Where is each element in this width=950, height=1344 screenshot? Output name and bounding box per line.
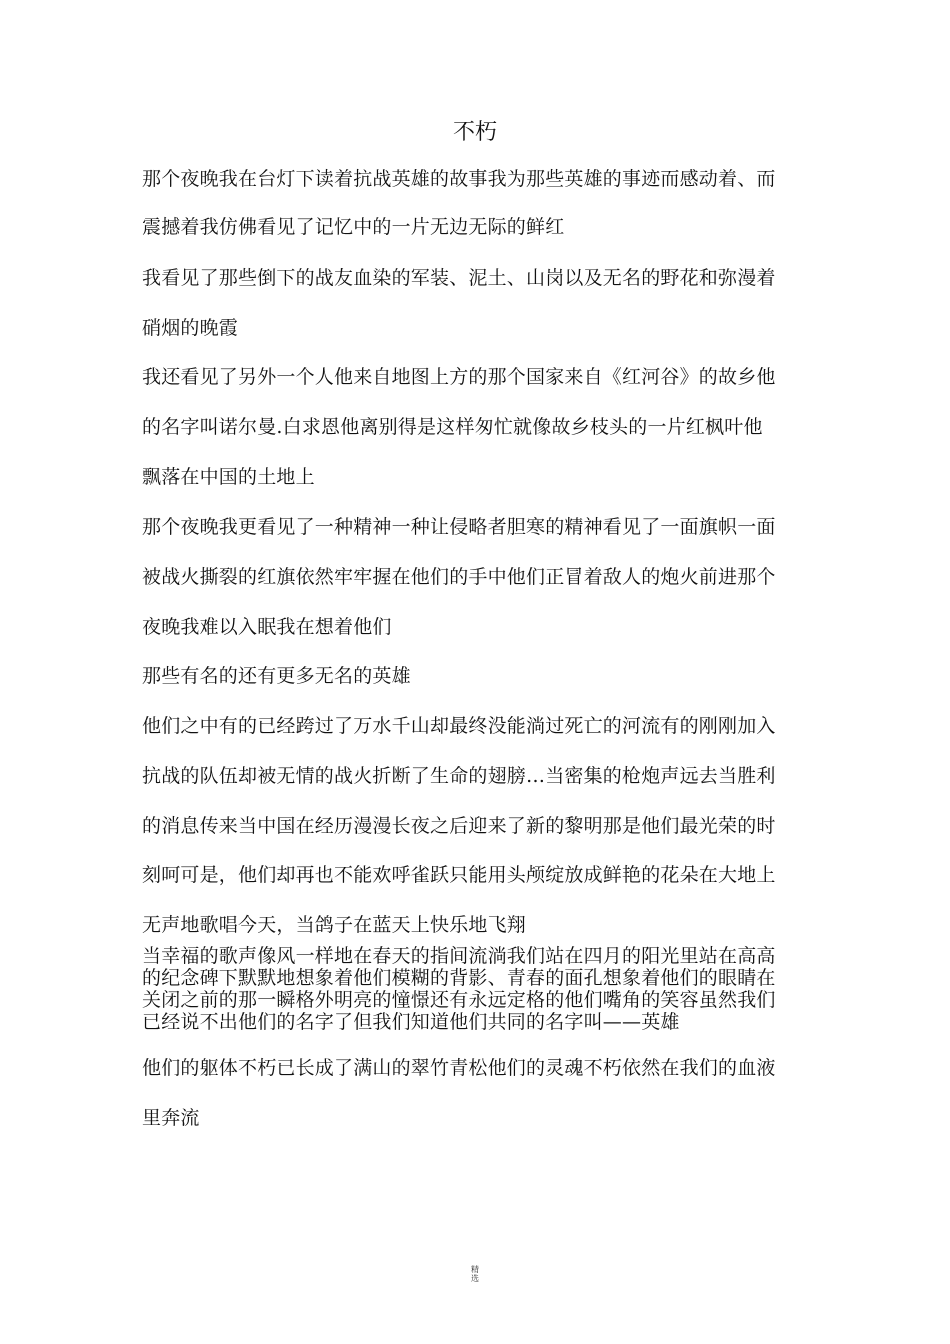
body-line: 那个夜晚我更看见了一种精神一种让侵略者胆寒的精神看见了一面旗帜一面 [142, 516, 776, 538]
body-line: 抗战的队伍却被无情的战火折断了生命的翅膀…当密集的枪炮声远去当胜利 [142, 765, 776, 787]
body-line: 的消息传来当中国在经历漫漫长夜之后迎来了新的黎明那是他们最光荣的时 [142, 815, 776, 837]
body-line: 关闭之前的那一瞬格外明亮的憧憬还有永远定格的他们嘴角的笑容虽然我们 [142, 989, 776, 1011]
body-line: 那些有名的还有更多无名的英雄 [142, 665, 411, 687]
body-line: 的纪念碑下默默地想象着他们模糊的背影、青春的面孔想象着他们的眼睛在 [142, 967, 776, 989]
body-line: 已经说不出他们的名字了但我们知道他们共同的名字叫——英雄 [142, 1011, 680, 1033]
body-line: 那个夜晚我在台灯下读着抗战英雄的故事我为那些英雄的事迹而感动着、而 [142, 168, 776, 190]
body-line: 震撼着我仿佛看见了记忆中的一片无边无际的鲜红 [142, 216, 565, 238]
body-line: 的名字叫诺尔曼.白求恩他离别得是这样匆忙就像故乡枝头的一片红枫叶他 [142, 416, 763, 438]
body-line: 我还看见了另外一个人他来自地图上方的那个国家来自《红河谷》的故乡他 [142, 366, 776, 388]
body-line: 飘落在中国的土地上 [142, 466, 315, 488]
body-line: 无声地歌唱今天，当鸽子在蓝天上快乐地飞翔 [142, 914, 527, 936]
body-line: 被战火撕裂的红旗依然牢牢握在他们的手中他们正冒着敌人的炮火前进那个 [142, 566, 776, 588]
body-line: 刻呵可是，他们却再也不能欢呼雀跃只能用头颅绽放成鲜艳的花朵在大地上 [142, 864, 776, 886]
body-line: 我看见了那些倒下的战友血染的军装、泥土、山岗以及无名的野花和弥漫着 [142, 267, 776, 289]
body-line: 他们之中有的已经跨过了万水千山却最终没能淌过死亡的河流有的刚刚加入 [142, 715, 776, 737]
footer-char: 精 [471, 1265, 479, 1274]
body-line: 夜晚我难以入眠我在想着他们 [142, 616, 392, 638]
body-line: 他们的躯体不朽已长成了满山的翠竹青松他们的灵魂不朽依然在我们的血液 [142, 1057, 776, 1079]
body-line: 里奔流 [142, 1107, 200, 1129]
document-title: 不朽 [452, 120, 497, 145]
body-line: 硝烟的晚霞 [142, 317, 239, 339]
footer-char: 选 [471, 1274, 479, 1283]
page-footer [0, 1265, 950, 1283]
body-line: 当幸福的歌声像风一样地在春天的指间流淌我们站在四月的阳光里站在高高 [142, 945, 776, 967]
